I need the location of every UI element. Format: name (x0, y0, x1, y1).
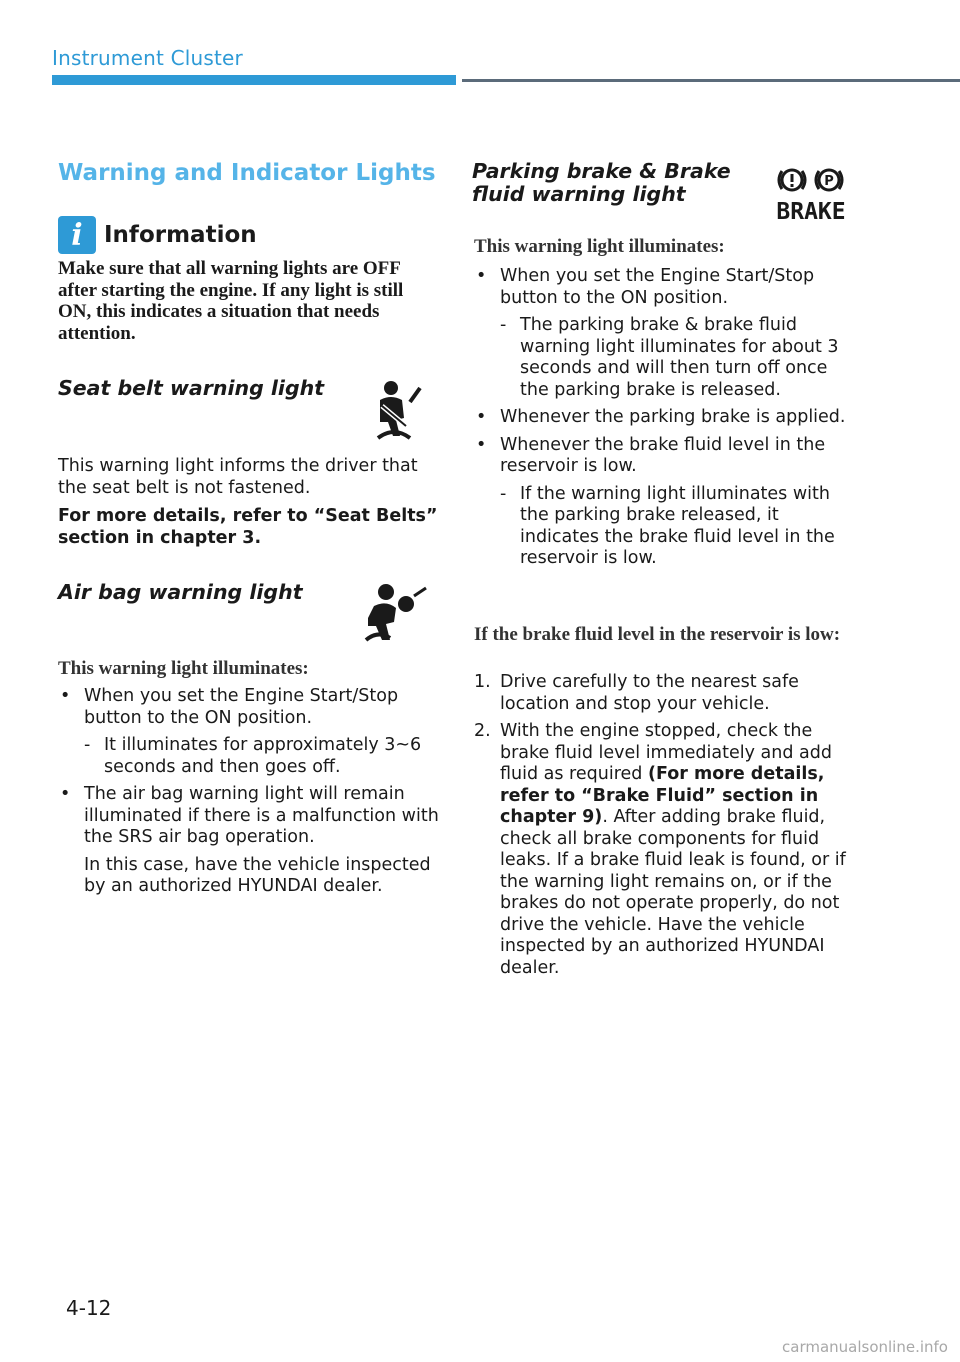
list-item (474, 721, 856, 979)
air-bag-bullet-2-note: In this case, have the vehicle inspected by an authorized HYUNDAI dealer. (84, 854, 431, 896)
brake-warning-icon (774, 166, 848, 226)
information-body: Make sure that all warning lights are OFF after starting the engine. If any light is still ON, this indicates a situation that needs attention. (58, 258, 404, 344)
air-bag-bullet-1-sub: - It illuminates for approximately 3~6 seconds and then goes off. (58, 735, 440, 778)
page-number: 4-12 (66, 1296, 112, 1320)
chapter-title: Instrument Cluster (52, 46, 243, 70)
section-title: Warning and Indicator Lights (58, 160, 436, 186)
step-2-text: With the engine stopped, check the brake fluid level immediately and add fluid as required (500, 721, 832, 784)
parking-brake-bullet-2: Whenever the parking brake is applied. (500, 407, 846, 427)
step-2-reference: (For more details, refer to “Brake Fluid” section in chapter 9) (500, 764, 825, 827)
svg-text:P: P (824, 174, 834, 189)
list-item (474, 435, 856, 570)
air-bag-bullets (58, 686, 440, 904)
info-icon: i (58, 216, 96, 254)
step-2-text-cont: . After adding brake fluid, check all brake components for fluid leaks. If a brake fluid leak is found, or if the warning light remains on, or if the brakes do not operate properly, do not drive the vehicle. Have the vehicle inspected by an authorized HYUNDAI dealer. (500, 807, 846, 978)
brake-icon-text: BRAKE (776, 199, 846, 222)
header-bar-accent (52, 75, 456, 85)
list-item (474, 407, 856, 429)
brake-fluid-steps (474, 672, 856, 985)
parking-brake-bullets (474, 266, 856, 576)
seat-belt-body: This warning light informs the driver that the seat belt is not fastened. (58, 456, 418, 498)
air-bag-warning-icon (364, 582, 428, 646)
seat-belt-warning-icon (366, 380, 424, 444)
information-label: Information (104, 222, 257, 248)
parking-brake-bullet-3: Whenever the brake fluid level in the reservoir is low. (500, 434, 826, 476)
parking-brake-bullet-1-sub: - The parking brake & brake fluid warning light illuminates for about 3 seconds and will then turn off once the parking brake is released. (474, 315, 856, 401)
seat-belt-title: Seat belt warning light (58, 376, 325, 400)
step-1-text: Drive carefully to the nearest safe location and stop your vehicle. (500, 672, 799, 714)
list-item (474, 672, 856, 715)
parking-brake-intro: This warning light illuminates: (474, 236, 725, 257)
air-bag-title: Air bag warning light (58, 580, 303, 604)
parking-brake-bullet-1: When you set the Engine Start/Stop button to the ON position. (500, 266, 815, 308)
seat-belt-reference: For more details, refer to “Seat Belts” section in chapter 3. (58, 506, 438, 548)
brake-fluid-low-heading: If the brake fluid level in the reservoir is low: (474, 624, 841, 645)
parking-brake-bullet-3-sub: - If the warning light illuminates with the parking brake released, it indicates the brake fluid level in the reservoir is low. (474, 484, 856, 570)
step-number: 1. (474, 672, 491, 692)
parking-brake-title: Parking brake & Brake fluid warning light (472, 159, 731, 206)
list-item (58, 686, 440, 778)
information-heading (58, 216, 257, 254)
watermark: carmanualsonline.info (782, 1338, 948, 1356)
air-bag-intro: This warning light illuminates: (58, 658, 309, 679)
header-bar-rule (462, 79, 960, 82)
air-bag-bullet-2: The air bag warning light will remain illuminated if there is a malfunction with the SRS air bag operation. (84, 784, 439, 847)
step-number: 2. (474, 721, 491, 741)
air-bag-bullet-1: When you set the Engine Start/Stop button to the ON position. (84, 686, 399, 728)
list-item (474, 266, 856, 401)
list-item (58, 784, 440, 898)
